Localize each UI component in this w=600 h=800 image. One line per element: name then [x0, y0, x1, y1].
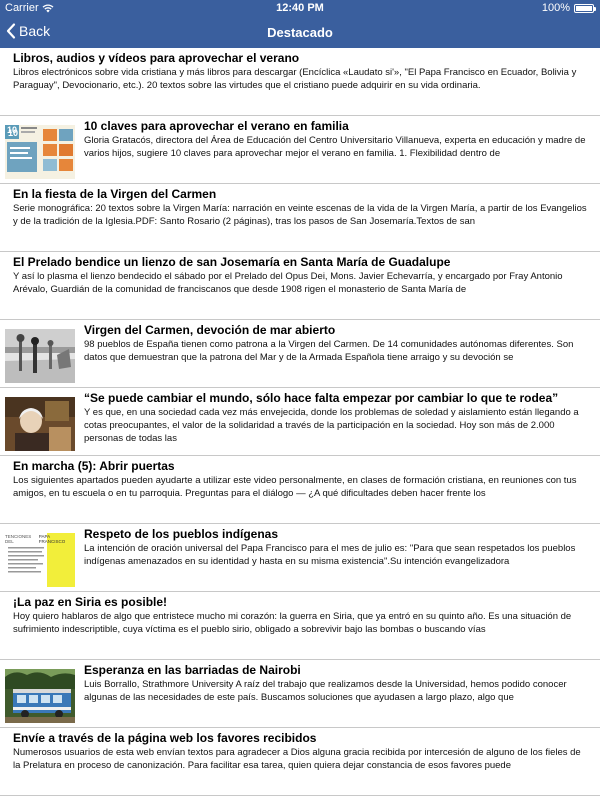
- list-item-text: [13, 731, 590, 772]
- list-item-text: [13, 595, 590, 636]
- list-item[interactable]: [0, 660, 600, 728]
- bus-photo-thumbnail: [5, 669, 75, 723]
- list-item-title: Envíe a través de la página web los favores recibidos: [13, 731, 317, 745]
- infographic-thumbnail: [5, 125, 75, 179]
- status-bar: [0, 0, 600, 18]
- battery-group: [542, 2, 594, 14]
- list-item-description: Y es que, en una sociedad cada vez más envejecida, donde los problemas de soledad y aislamiento están llegando a cotas preocupantes, el valor de la solidaridad a través de la participación en la sociedad. Hoy son más de 2.000 personas de todas las: [84, 407, 579, 444]
- list-item-text: [13, 51, 590, 92]
- page-title: Destacado: [267, 25, 333, 40]
- battery-fill: [576, 6, 592, 11]
- carrier-label: Carrier: [5, 2, 39, 14]
- list-item-title: En la fiesta de la Virgen del Carmen: [13, 187, 217, 201]
- list-item[interactable]: [0, 48, 600, 116]
- list-item-title: 10 claves para aprovechar el verano en familia: [84, 119, 349, 133]
- battery-percent: 100%: [541, 2, 570, 14]
- list-item-text: [84, 527, 590, 568]
- thumbnail-caption-left: TENCIONES DEL: [5, 534, 32, 544]
- thumbnail-caption-right: PAPA FRANCISCO: [38, 534, 66, 544]
- list-item-title: El Prelado bendice un lienzo de san Josemaría en Santa María de Guadalupe: [13, 255, 451, 269]
- list-item-title: Esperanza en las barriadas de Nairobi: [84, 663, 301, 677]
- list-item-title: ¡La paz en Siria es posible!: [13, 595, 168, 609]
- sea-photo-thumbnail: [5, 329, 75, 383]
- elderly-photo-thumbnail: [5, 397, 75, 451]
- prayer-intention-thumbnail: [5, 533, 75, 587]
- list-item-title: Virgen del Carmen, devoción de mar abierto: [84, 323, 336, 337]
- list-item-text: [13, 459, 590, 500]
- list-item[interactable]: [0, 728, 600, 796]
- list-item[interactable]: [0, 592, 600, 660]
- list-item-description: Libros electrónicos sobre vida cristiana y más libros para descargar (Encíclica «Laudato si'», "El Papa Francisco en Ecuador, Bolivia y Paraguay", Devocionario, etc.). 20 textos sobre las virtudes que el cristiano puede adquirir en su vida ordinaria.: [13, 67, 577, 91]
- list-item-text: [84, 391, 590, 444]
- list-item-description: Serie monográfica: 20 textos sobre la Virgen María: narración en veinte escenas de la vida de la Virgen María, a partir de los Evangelios y de la tradición de la Iglesia.PDF: Santo Rosario (2 páginas), tras los pasos de San Josemaría.Textos de san: [13, 203, 587, 227]
- list-item-description: La intención de oración universal del Papa Francisco para el mes de julio es: "Para que sean respetados los pueblos indígenas amenazados en su identidad y hasta en su misma existencia".Su intención evangelizadora: [84, 543, 576, 567]
- back-button[interactable]: [6, 23, 50, 39]
- thumbnail-number: 10: [7, 125, 18, 135]
- list-item-description: Gloria Gratacós, directora del Área de Educación del Centro Universitario Villanueva, experta en educación y madre de varios hijos, sugiere 10 claves para aprovechar mejor el verano en familia. 1. Flexibilidad dentro de: [84, 135, 586, 159]
- list-item-title: “Se puede cambiar el mundo, sólo hace falta empezar por cambiar lo que te rodea”: [84, 391, 559, 405]
- list-item[interactable]: [0, 524, 600, 592]
- chevron-left-icon: [6, 23, 16, 39]
- thumbnail-caption: [5, 534, 75, 544]
- navigation-bar: [0, 18, 600, 48]
- list-item-description: 98 pueblos de España tienen como patrona a la Virgen del Carmen. De 14 comunidades autónomas diferentes. Son datos que demuestran que la patrona del Mar y de la Armada Española tiene arraigo y su devoción se: [84, 339, 574, 363]
- list-item[interactable]: [0, 116, 600, 184]
- list-item-description: Luis Borrallo, Strathmore University A raíz del trabajo que realizamos desde la Universidad, hemos podido conocer algunas de las necesidades de este país. Buscamos soluciones que ayudasen a largo plazo, algo que: [84, 679, 567, 703]
- list-item-description: Los siguientes apartados pueden ayudarte a utilizar este video personalmente, en clases de formación cristiana, en reuniones con tus amigos, en tu escuela o en tu parroquia. Preguntas para el diálogo — ¿A qué dificultades deben hacer frente los: [13, 475, 577, 499]
- list-item-text: [13, 187, 590, 228]
- list-item-text: [84, 663, 590, 704]
- list-item-title: Libros, audios y vídeos para aprovechar el verano: [13, 51, 300, 65]
- list-item[interactable]: [0, 320, 600, 388]
- list-item-title: En marcha (5): Abrir puertas: [13, 459, 175, 473]
- list-item-description: Y así lo plasma el lienzo bendecido el sábado por el Prelado del Opus Dei, Mons. Javier Echevarría, y encargado por Fray Antonio Arévalo, Guardián de la comunidad de franciscanos que desde 1908 rigen el monasterio de Santa María de: [13, 271, 563, 295]
- list-item-text: [84, 323, 590, 364]
- battery-icon: [574, 4, 594, 13]
- list-item[interactable]: [0, 184, 600, 252]
- list-item[interactable]: [0, 252, 600, 320]
- list-item-description: Hoy quiero hablaros de algo que entristece mucho mi corazón: la guerra en Siria, que ya entró en su quinto año. Es una situación de sufrimiento indescriptible, cuya víctima es el pueblo sirio, obligado a sobrevivir bajo las bombas o buscando vías: [13, 611, 572, 635]
- list-item-description: Numerosos usuarios de esta web envían textos para agradecer a Dios alguna gracia recibida por intercesión de alguno de los fieles de la Prelatura en proceso de canonización. Para facilitar esa tarea, quien quiera dejar constancia de esos favores puede: [13, 747, 581, 771]
- list-item[interactable]: [0, 456, 600, 524]
- list-item-text: [13, 255, 590, 296]
- clock: 12:40 PM: [276, 2, 324, 14]
- list-item[interactable]: [0, 388, 600, 456]
- back-label: Back: [19, 23, 51, 39]
- featured-list[interactable]: [0, 48, 600, 800]
- list-item-title: Respeto de los pueblos indígenas: [84, 527, 279, 541]
- list-item-text: [84, 119, 590, 160]
